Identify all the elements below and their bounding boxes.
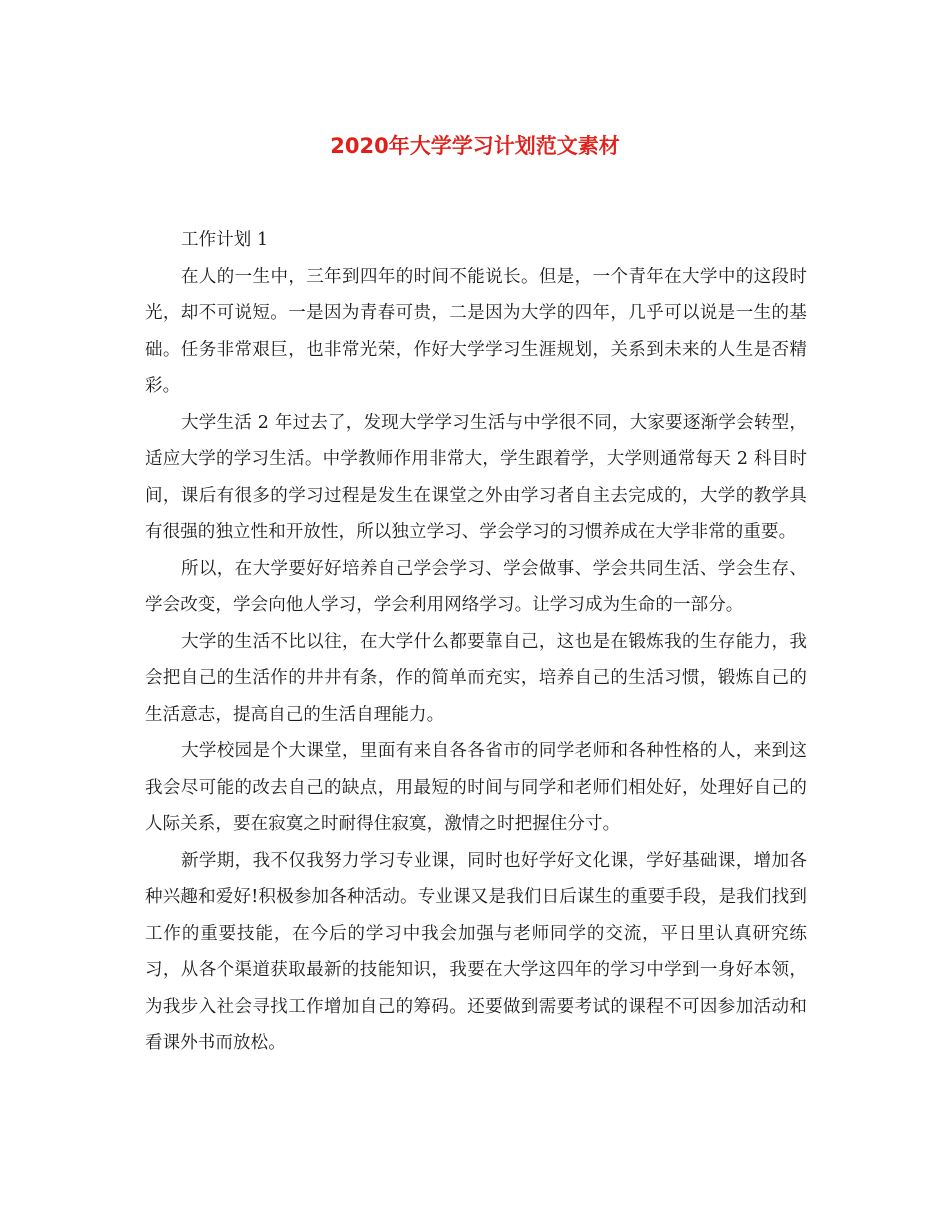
paragraph-2: 大学生活 2 年过去了，发现大学学习生活与中学很不同，大家要逐渐学会转型，适应大学的学习生活。中学教师作用非常大，学生跟着学，大学则通常每天 2 科目时间，课后有很多的学习过程是发生在课堂之外由学习者自主去完成的，大学的教学具有很强的独立性和开放性，所以独立学习、学会学习的习惯养成在大学非常的重要。: [145, 412, 807, 542]
paragraph-5: 大学校园是个大课堂，里面有来自各各省市的同学老师和各种性格的人，来到这我会尽可能的改去自己的缺点，用最短的时间与同学和老师们相处好，处理好自己的人际关系，要在寂寞之时耐得住寂寞，激情之时把握住分寸。: [145, 741, 807, 834]
paragraph-3: 所以，在大学要好好培养自己学会学习、学会做事、学会共同生活、学会生存、学会改变，学会向他人学习，学会利用网络学习。让学习成为生命的一部分。: [145, 558, 807, 615]
document-body: [145, 222, 807, 1062]
paragraph-1: 在人的一生中，三年到四年的时间不能说长。但是，一个青年在大学中的这段时光，却不可说短。一是因为青春可贵，二是因为大学的四年，几乎可以说是一生的基础。任务非常艰巨，也非常光荣，作好大学学习生涯规划，关系到未来的人生是否精彩。: [145, 266, 807, 396]
section-heading: 工作计划 1: [181, 230, 269, 250]
document-title: 2020年大学学习计划范文素材: [330, 134, 620, 158]
paragraph-4: 大学的生活不比以往，在大学什么都要靠自己，这也是在锻炼我的生存能力，我会把自己的生活作的井井有条，作的简单而充实，培养自己的生活习惯，锻炼自己的生活意志，提高自己的生活自理能力。: [145, 631, 807, 725]
paragraph-6: 新学期，我不仅我努力学习专业课，同时也好学好文化课，学好基础课，增加各种兴趣和爱好!积极参加各种活动。专业课又是我们日后谋生的重要手段，是我们找到工作的重要技能，在今后的学习中我会加强与老师同学的交流，平日里认真研究练习，从各个渠道获取最新的技能知识，我要在大学这四年的学习中学到一身好本领，为我步入社会寻找工作增加自己的筹码。还要做到需要考试的课程不可因参加活动和看课外书而放松。: [145, 850, 807, 1053]
